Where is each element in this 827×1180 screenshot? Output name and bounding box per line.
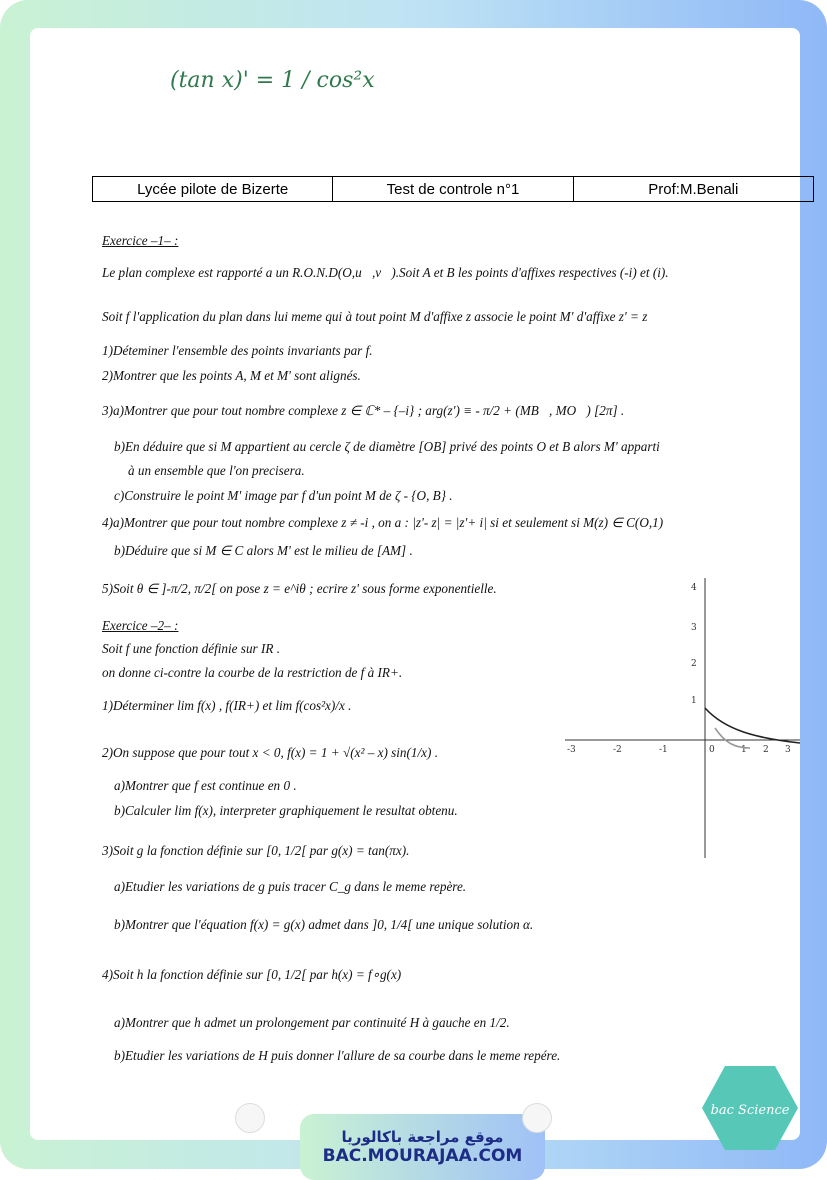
exercise2-title: Exercice –2– : (102, 618, 179, 633)
header-school: Lycée pilote de Bizerte (93, 177, 333, 201)
ex1-line: à un ensemble que l'on precisera. (128, 463, 305, 478)
header-test: Test de controle n°1 (333, 177, 573, 201)
ex1-line: 5)Soit θ ∈ ]-π/2, π/2[ on pose z = e^iθ ; ecrire z' sous forme exponentielle. (102, 581, 497, 596)
ex1-line: 1)Déteminer l'ensemble des points invariants par f. (102, 343, 373, 358)
ex1-line: Le plan complexe est rapporté a un R.O.N.D(O,u⃗,v⃗).Soit A et B les points d'affixes respectives (-i) et (i). (102, 265, 669, 280)
ex2-line: on donne ci-contre la courbe de la restriction de f à IR+. (102, 665, 403, 680)
footer-arabic: موقع مراجعة باكالوريا (341, 1128, 504, 1146)
ex2-line: Soit f une fonction définie sur IR . (102, 641, 281, 656)
y-tick-label: 1 (691, 696, 697, 706)
document-page (30, 28, 800, 1166)
ex1-line: b)Déduire que si M ∈ C alors M' est le milieu de [AM] . (114, 543, 413, 558)
ex2-line: 1)Déterminer lim f(x) , f(IR+) et lim f(cos²x)/x . (102, 698, 352, 713)
y-tick-label: 4 (691, 583, 697, 593)
y-tick-label: 3 (691, 623, 697, 633)
x-tick-label: -3 (567, 745, 576, 755)
footer-url[interactable]: BAC.MOURAJAA.COM (322, 1146, 523, 1166)
bac-science-badge (700, 1062, 800, 1154)
ex2-line: b)Calculer lim f(x), interpreter graphiquement le resultat obtenu. (114, 803, 458, 818)
ex2-line: b)Etudier les variations de H puis donner l'allure de sa courbe dans le meme repére. (114, 1048, 561, 1063)
x-tick-label: 2 (763, 745, 769, 755)
function-graph (565, 568, 800, 868)
x-tick-label: -2 (613, 745, 622, 755)
x-tick-label: -1 (659, 745, 668, 755)
x-tick-label: 0 (709, 745, 715, 755)
ex2-line: 3)Soit g la fonction définie sur [0, 1/2[ par g(x) = tan(πx). (102, 843, 410, 858)
curve-f (705, 708, 800, 743)
ex2-line: 4)Soit h la fonction définie sur [0, 1/2[ par h(x) = f∘g(x) (102, 967, 402, 982)
header-prof: Prof:M.Benali (648, 180, 739, 198)
logo-icon (522, 1103, 552, 1133)
x-tick-label: 1 (741, 745, 747, 755)
ex2-line: a)Montrer que f est continue en 0 . (114, 778, 297, 793)
ex1-line: c)Construire le point M' image par f d'un point M de ζ - {O, B} . (114, 488, 453, 503)
x-tick-label: 3 (785, 745, 791, 755)
header-table (92, 176, 814, 202)
exercise1-title: Exercice –1– : (102, 233, 179, 248)
ex2-line: 2)On suppose que pour tout x < 0, f(x) = 1 + √(x² – x) sin(1/x) . (102, 745, 439, 760)
ex1-line: b)En déduire que si M appartient au cercle ζ de diamètre [OB] privé des points O et B alors M' apparti (114, 439, 660, 454)
ex2-line: a)Etudier les variations de g puis tracer C_g dans le meme repère. (114, 879, 467, 894)
logo-icon (235, 1103, 265, 1133)
ex1-line: Soit f l'application du plan dans lui meme qui à tout point M d'affixe z associe le point M' d'affixe z' = z (102, 309, 648, 324)
ex1-line: 4)a)Montrer que pour tout nombre complexe z ≠ -i , on a : |z'- z| = |z'+ i| si et seulement si M(z) ∈ C(O,1) (102, 515, 664, 530)
ex1-line: 3)a)Montrer que pour tout nombre complexe z ∈ ℂ* – {–i} ; arg(z') ≡ - π/2 + (MB⃗, MO⃗) [2π] . (102, 403, 625, 418)
y-tick-label: 2 (691, 659, 697, 669)
ex2-line: b)Montrer que l'équation f(x) = g(x) admet dans ]0, 1/4[ une unique solution α. (114, 917, 534, 932)
footer-banner (300, 1114, 545, 1180)
badge-text: bac Science (710, 1103, 790, 1118)
ex2-line: a)Montrer que h admet un prolongement par continuité H à gauche en 1/2. (114, 1015, 510, 1030)
ex1-line: 2)Montrer que les points A, M et M' sont alignés. (102, 368, 361, 383)
handwritten-note: (tan x)' = 1 / cos²x (170, 68, 375, 93)
